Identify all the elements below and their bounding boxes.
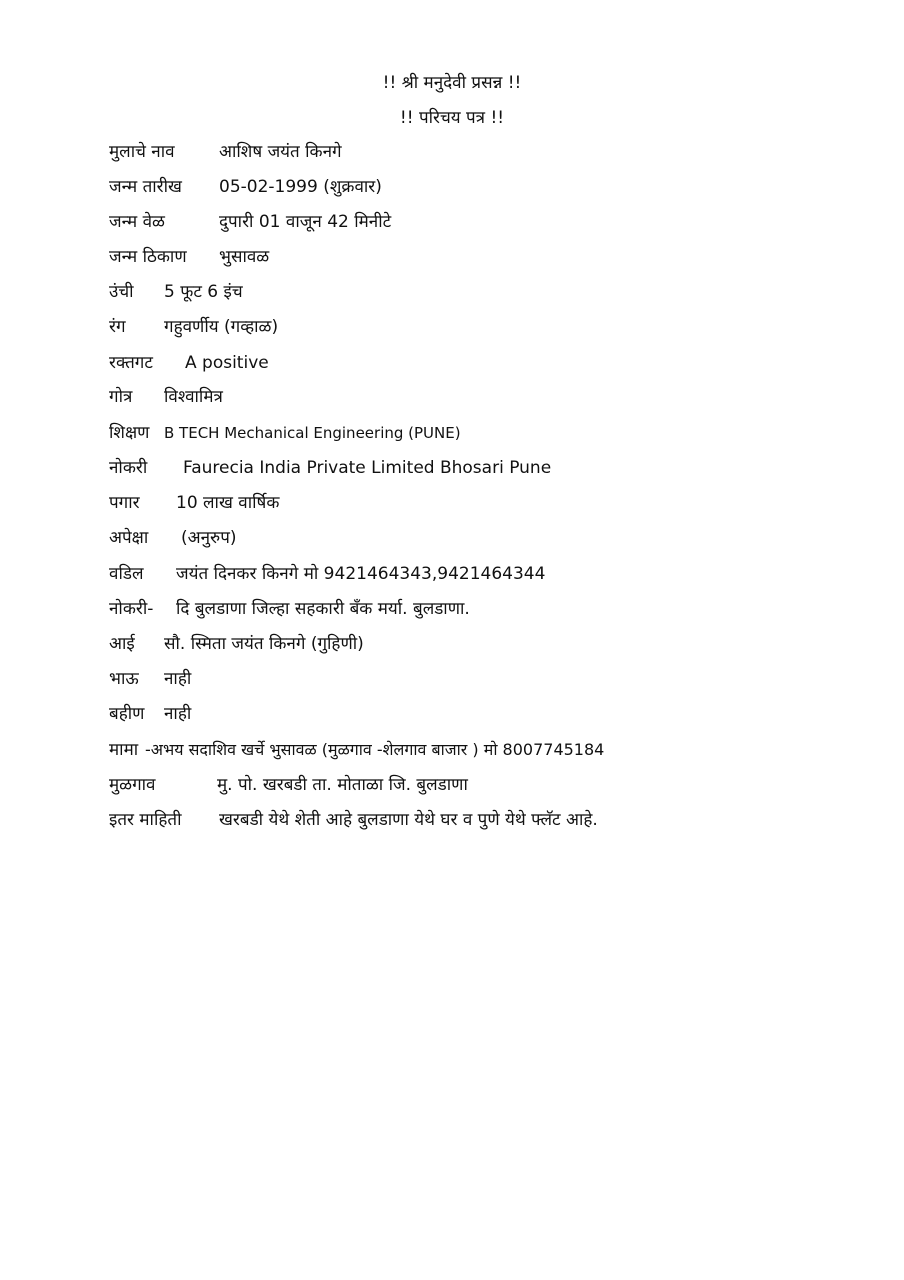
field-label: भाऊ xyxy=(109,669,139,689)
field-label: अपेक्षा xyxy=(109,528,149,548)
field-value: गहुवर्णीय (गव्हाळ) xyxy=(164,317,279,337)
field-row-expectation xyxy=(109,527,237,549)
field-label: आई xyxy=(109,634,135,654)
field-row-birth-date xyxy=(109,176,382,198)
field-value: भुसावळ xyxy=(219,247,270,267)
field-row-height xyxy=(109,281,243,303)
field-label: पगार xyxy=(109,493,140,513)
field-value: दुपारी 01 वाजून 42 मिनीटे xyxy=(219,212,392,232)
field-value: 10 लाख वार्षिक xyxy=(176,493,280,513)
field-value: दि बुलडाणा जिल्हा सहकारी बँक मर्या. बुलडाणा. xyxy=(176,599,470,619)
field-row-job xyxy=(109,457,551,479)
field-label: नोकरी- xyxy=(109,599,154,619)
field-row-birth-time xyxy=(109,211,391,233)
field-label: शिक्षण xyxy=(109,423,150,443)
field-row-complexion xyxy=(109,316,278,338)
field-value: B TECH Mechanical Engineering (PUNE) xyxy=(164,424,461,442)
field-row-name xyxy=(109,141,342,163)
field-row-brother xyxy=(109,668,191,690)
field-value: मु. पो. खरबडी ता. मोताळा जि. बुलडाणा xyxy=(217,775,468,795)
field-row-sister xyxy=(109,703,191,725)
field-label: उंची xyxy=(109,282,134,302)
field-value: नाही xyxy=(164,669,192,689)
field-value: विश्वामित्र xyxy=(164,387,223,407)
field-value: -अभय सदाशिव खर्चे भुसावळ (मुळगाव -शेलगाव बाजार ) मो 8007745184 xyxy=(145,740,605,759)
field-label: मुळगाव xyxy=(109,775,156,795)
field-row-other-info xyxy=(109,809,598,831)
field-label: मुलाचे नाव xyxy=(109,142,175,162)
field-label: नोकरी xyxy=(109,458,148,478)
field-value: सौ. स्मिता जयंत किनगे (गुहिणी) xyxy=(164,634,364,654)
field-value: आशिष जयंत किनगे xyxy=(219,142,342,162)
field-value: नाही xyxy=(164,704,192,724)
field-label: वडिल xyxy=(109,564,144,584)
field-label: बहीण xyxy=(109,704,145,724)
field-row-blood-group xyxy=(109,352,269,374)
document-title: !! परिचय पत्र !! xyxy=(399,108,505,128)
field-label: रक्तगट xyxy=(109,353,153,373)
field-label: जन्म ठिकाण xyxy=(109,247,187,267)
field-row-salary xyxy=(109,492,279,514)
field-row-mother xyxy=(109,633,364,655)
field-row-gotra xyxy=(109,386,223,408)
field-value: A positive xyxy=(185,353,269,373)
field-label: इतर माहिती xyxy=(109,810,182,830)
field-label: मामा xyxy=(109,740,139,760)
field-value: (अनुरुप) xyxy=(181,528,237,548)
field-row-maternal-uncle xyxy=(109,739,604,761)
field-row-native-place xyxy=(109,774,468,796)
field-row-father-job xyxy=(109,598,470,620)
field-value: जयंत दिनकर किनगे मो 9421464343,9421464344 xyxy=(176,564,546,584)
field-label: जन्म तारीख xyxy=(109,177,182,197)
field-row-birth-place xyxy=(109,246,269,268)
field-label: रंग xyxy=(109,317,126,337)
field-row-education xyxy=(109,422,461,444)
field-value: Faurecia India Private Limited Bhosari Pune xyxy=(183,458,552,478)
field-label: गोत्र xyxy=(109,387,133,407)
field-row-father xyxy=(109,563,545,585)
field-value: खरबडी येथे शेती आहे बुलडाणा येथे घर व पुणे येथे फ्लॅट आहे. xyxy=(219,810,598,830)
field-label: जन्म वेळ xyxy=(109,212,165,232)
invocation-heading: !! श्री मनुदेवी प्रसन्न !! xyxy=(382,73,522,93)
field-value: 5 फूट 6 इंच xyxy=(164,282,243,302)
field-value: 05-02-1999 (शुक्रवार) xyxy=(219,177,382,197)
